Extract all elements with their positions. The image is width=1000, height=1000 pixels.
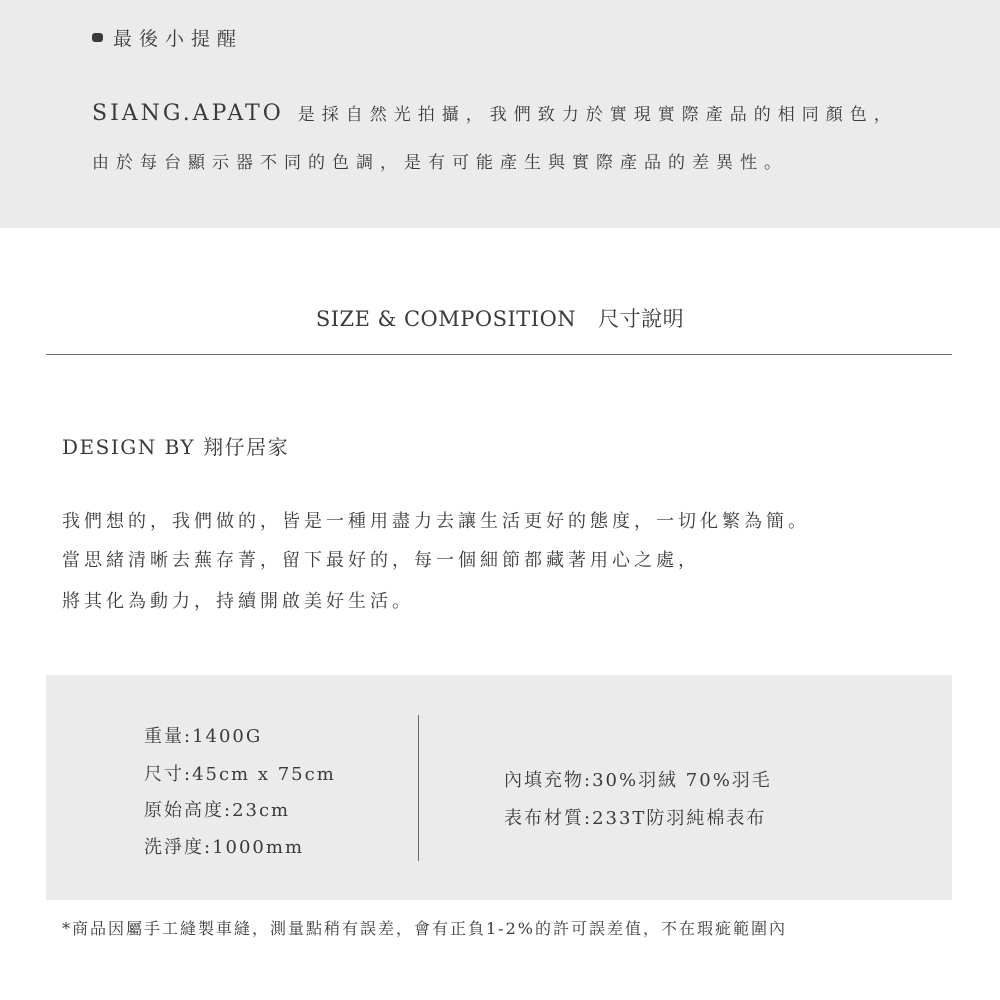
section-title-zh: 尺寸說明 [598, 307, 685, 331]
design-by-label: DESIGN BY [62, 435, 196, 459]
design-by-heading [62, 431, 289, 460]
design-description-line: 我們想的，我們做的，皆是一種用盡力去讓生活更好的態度，一切化繁為簡。 [62, 511, 810, 532]
design-description-line: 將其化為動力，持續開啟美好生活。 [62, 591, 414, 612]
spec-divider [418, 715, 419, 861]
spec-fabric: 表布材質:233T防羽純棉表布 [504, 808, 767, 829]
footnote: *商品因屬手工縫製車縫，測量點稍有誤差，會有正負1-2%的許可誤差值，不在瑕疵範圍內 [62, 919, 787, 938]
reminder-line-1 [92, 100, 898, 126]
reminder-title: 最後小提醒 [113, 28, 244, 50]
reminder-panel [0, 0, 1000, 228]
spec-cleanliness: 洗淨度:1000mm [144, 837, 305, 858]
reminder-header [92, 24, 243, 51]
section-title-en: SIZE & COMPOSITION [315, 307, 577, 331]
section-title [0, 303, 1000, 333]
reminder-text-1: 是採自然光拍攝，我們致力於實現實際產品的相同顏色， [297, 105, 898, 125]
designer-name: 翔仔居家 [203, 435, 290, 459]
section-divider [46, 354, 952, 355]
spec-filling: 內填充物:30%羽絨 70%羽毛 [504, 770, 772, 791]
brand-name: SIANG.APATO [92, 101, 284, 126]
spec-panel [46, 675, 952, 900]
bullet-icon [92, 33, 103, 42]
reminder-line-2: 由於每台顯示器不同的色調，是有可能產生與實際產品的差異性。 [92, 153, 788, 173]
design-description-line: 當思緒清晰去蕪存菁，留下最好的，每一個細節都藏著用心之處， [62, 550, 700, 571]
spec-height: 原始高度:23cm [144, 800, 291, 821]
spec-size: 尺寸:45cm x 75cm [144, 764, 336, 785]
spec-weight: 重量:1400G [144, 726, 263, 747]
